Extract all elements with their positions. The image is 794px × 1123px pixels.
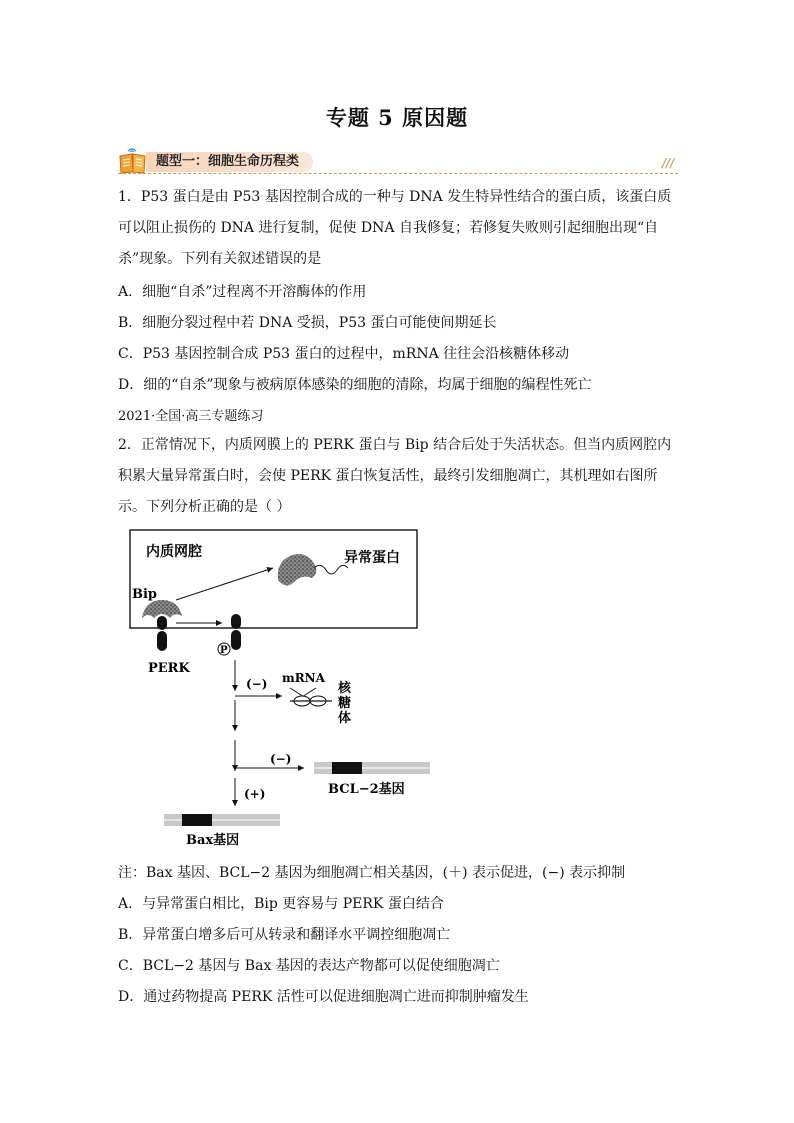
- bip-shape: [142, 600, 182, 618]
- page-title: 专题 5 原因题: [325, 105, 469, 130]
- q2-option-a: A．与异常蛋白相比，Bip 更容易与 PERK 蛋白结合: [118, 896, 444, 912]
- q2-option-b: B．异常蛋白增多后可从转录和翻译水平调控细胞凋亡: [118, 927, 451, 943]
- section-divider: [118, 173, 678, 174]
- q2-option-c: C．BCL−2 基因与 Bax 基因的表达产物都可以促使细胞凋亡: [118, 958, 500, 974]
- abnormal-protein-shape: [278, 554, 317, 586]
- q1-option-c: C．P53 基因控制合成 P53 蛋白的过程中，mRNA 往往会沿核糖体移动: [118, 346, 570, 362]
- bax-gene-segment: [182, 814, 212, 826]
- book-icon: [118, 148, 148, 174]
- q2-note: 注：Bax 基因、BCL−2 基因为细胞凋亡相关基因，(＋) 表示促进，(−) 表示抑制: [118, 865, 626, 881]
- q1-option-a: A．细胞“自杀”过程离不开溶酶体的作用: [118, 284, 367, 300]
- mrna-label: mRNA: [282, 671, 325, 685]
- arrow-bip-to-abnormal: [176, 568, 273, 600]
- perk-active-bottom: [231, 630, 241, 650]
- perk-inactive-bottom: [157, 631, 167, 651]
- perk-label: PERK: [148, 661, 190, 676]
- q1-option-d: D．细的“自杀”现象与被病原体感染的细胞的清除，均属于细胞的编程性死亡: [118, 377, 592, 393]
- promote-bax-label: (+): [244, 787, 266, 801]
- bcl2-gene-label: BCL−2基因: [328, 782, 405, 797]
- q2-stem: 2．正常情况下，内质网膜上的 PERK 蛋白与 Bip 结合后处于失活状态。但当内质网腔内积累大量异常蛋白时，会使 PERK 蛋白恢复活性，最终引发细胞凋亡，其机理如右图所示。下列分析正确的是（ ）: [118, 437, 672, 515]
- section-header: [118, 148, 678, 176]
- inhibit-bcl2-label: (−): [270, 752, 292, 766]
- ribosome-label-2: 糖: [338, 696, 352, 711]
- perk-inactive-top: [157, 616, 167, 630]
- abnormal-protein-label: 异常蛋白: [344, 550, 400, 566]
- er-lumen-label: 内质网腔: [146, 544, 202, 560]
- bax-gene-label: Bax基因: [186, 833, 240, 848]
- bip-label: Bip: [132, 587, 158, 602]
- bcl2-gene-segment: [332, 762, 362, 774]
- q1-source: 2021·全国·高三专题练习: [118, 409, 264, 424]
- perk-pathway-figure: [118, 528, 438, 848]
- section-label: 题型一：细胞生命历程类: [146, 152, 313, 172]
- q2-option-d: D．通过药物提高 PERK 活性可以促进细胞凋亡进而抑制肿瘤发生: [118, 989, 529, 1005]
- inhibit-translation-label: (−): [246, 677, 268, 691]
- ribosome-label-3: 体: [338, 711, 352, 726]
- ribosome-label-1: 核: [338, 681, 352, 696]
- section-slashes: ///: [661, 156, 674, 170]
- q1-stem: 1．P53 蛋白是由 P53 基因控制合成的一种与 DNA 发生特异性结合的蛋白质，该蛋白质可以阻止损伤的 DNA 进行复制，促使 DNA 自我修复；若修复失败则引起细胞出现“自杀”现象。下列有关叙述错误的是: [118, 189, 672, 267]
- abnormal-protein-tail: [314, 565, 348, 574]
- q1-option-b: B．细胞分裂过程中若 DNA 受损，P53 蛋白可能使间期延长: [118, 315, 497, 331]
- phosphate-label: P: [220, 645, 228, 656]
- perk-active-top: [231, 614, 241, 629]
